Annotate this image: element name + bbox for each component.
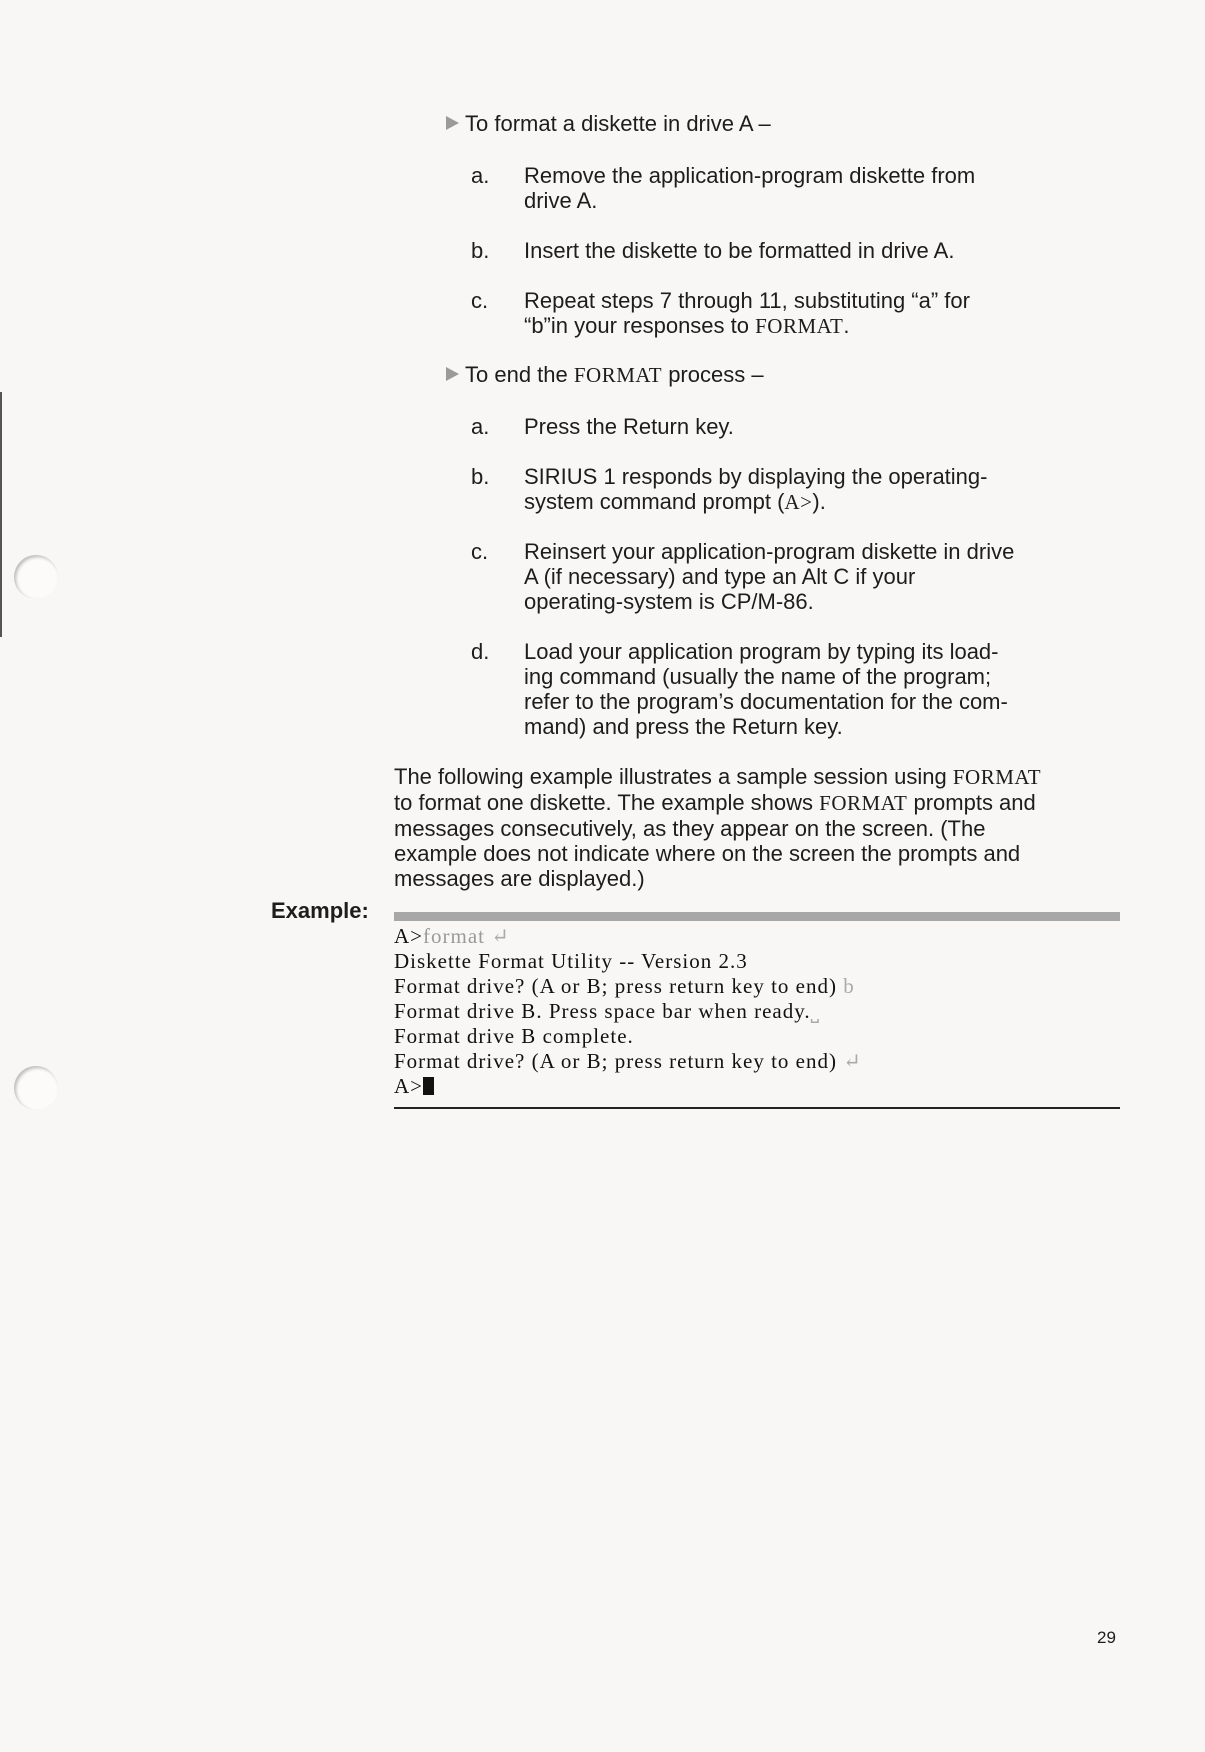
step-text: Reinsert your application-program diskette in drive A (if necessary) and type an Alt C if your operating-system is CP/M-86. — [524, 539, 1015, 614]
step-letter: d. — [471, 639, 490, 664]
example-console — [394, 924, 1120, 1099]
intro-paragraph: The following example illustrates a sample session using FORMAT to format one diskette. The example shows FORMAT prompts and messages consecutively, as they appear on the screen. (The example does not indicate where on the screen the prompts and messages are displayed.) — [394, 764, 1042, 891]
binder-hole-lower — [14, 1066, 58, 1110]
console-line: Format drive? (A or B; press return key to end) b — [394, 974, 855, 998]
page-edge-shadow — [0, 392, 2, 637]
console-line: Format drive B complete. — [394, 1024, 634, 1048]
space-bar-icon: ⎵ — [810, 999, 821, 1023]
step-letter: c. — [471, 288, 489, 313]
format-command-name: FORMAT — [952, 765, 1042, 789]
format-command-name: FORMAT — [755, 314, 844, 338]
step-text: Insert the diskette to be formatted in drive A. — [524, 238, 955, 263]
end-format-heading: To end the FORMAT process – — [446, 362, 764, 388]
console-line: Format drive B. Press space bar when ready.⎵ — [394, 999, 821, 1023]
step-letter: b. — [471, 238, 490, 263]
cursor-block — [423, 1077, 434, 1095]
example-bottom-rule — [394, 1107, 1120, 1109]
format-command-name: FORMAT — [573, 363, 663, 387]
example-top-rule — [394, 912, 1120, 921]
step-letter: a. — [471, 163, 490, 188]
triangle-bullet-icon — [446, 367, 459, 381]
console-line: Diskette Format Utility -- Version 2.3 — [394, 949, 748, 973]
return-key-icon: ↵ — [843, 1049, 862, 1073]
step-text: Repeat steps 7 through 11, substituting “a” for “b”in your responses to FORMAT. — [524, 288, 970, 338]
example-label: Example: — [271, 898, 369, 923]
format-command-name: FORMAT — [819, 791, 908, 815]
typed-key: b — [843, 974, 855, 998]
console-line: A>format ↵ — [394, 924, 510, 948]
return-key-icon: ↵ — [491, 924, 510, 948]
binder-hole-upper — [14, 555, 58, 599]
step-text: SIRIUS 1 responds by displaying the operating- system command prompt (A>). — [524, 464, 988, 514]
format-drive-a-heading: To format a diskette in drive A – — [446, 111, 771, 136]
triangle-bullet-icon — [446, 116, 459, 130]
console-line: Format drive? (A or B; press return key to end) ↵ — [394, 1049, 862, 1073]
console-line: A> — [394, 1074, 1120, 1099]
step-text: Remove the application-program diskette from drive A. — [524, 163, 976, 213]
typed-command: format — [423, 924, 485, 948]
step-text: Load your application program by typing its load- ing command (usually the name of the program; refer to the program’s documentation for the com- mand) and press the Return key. — [524, 639, 1008, 739]
step-letter: a. — [471, 414, 490, 439]
step-text: Press the Return key. — [524, 414, 734, 439]
step-letter: c. — [471, 539, 489, 564]
page-number: 29 — [1097, 1628, 1116, 1647]
step-letter: b. — [471, 464, 490, 489]
prompt-code: A> — [784, 490, 813, 514]
